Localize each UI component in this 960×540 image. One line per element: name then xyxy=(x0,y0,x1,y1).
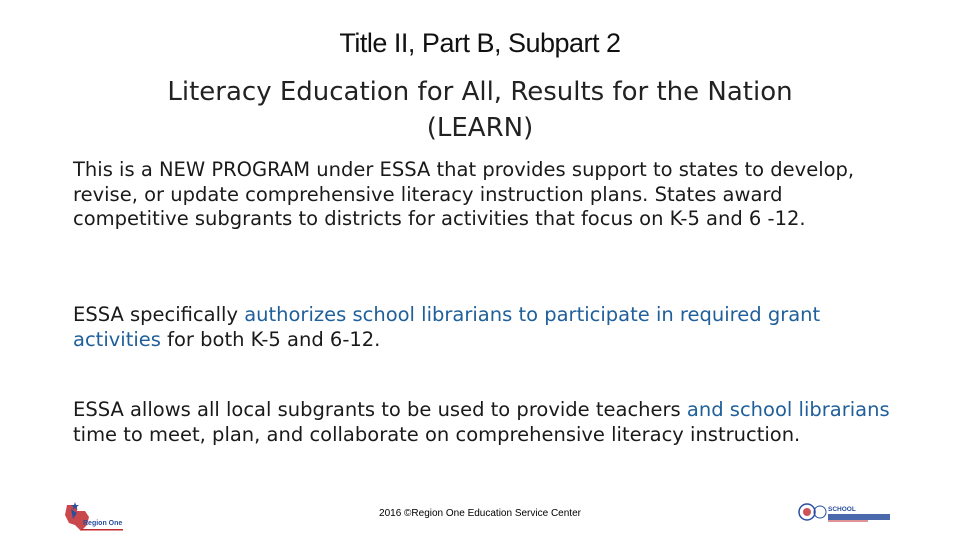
subtitle-line-1: Literacy Education for All, Results for the Nation xyxy=(167,77,793,107)
paragraph-librarians-authorized xyxy=(73,303,903,352)
school-logo xyxy=(798,500,894,524)
paragraph-2-before: ESSA specifically xyxy=(73,303,245,326)
slide-subtitle xyxy=(100,74,860,146)
school-logo-text: SCHOOL xyxy=(828,506,856,513)
slide-title: Title II, Part B, Subpart 2 xyxy=(339,28,621,58)
paragraph-3-before: ESSA allows all local subgrants to be used to provide teachers xyxy=(73,398,687,421)
paragraph-2-highlight: authorizes school librarians to participate in required grant activities xyxy=(73,303,821,351)
paragraph-3-after: time to meet, plan, and collaborate on comprehensive literacy instruction. xyxy=(73,422,801,446)
subtitle-line-2: (LEARN) xyxy=(426,113,534,143)
paragraph-2-after: for both K-5 and 6-12. xyxy=(160,327,381,351)
paragraph-3-highlight: and school librarians xyxy=(686,398,890,421)
region-one-logo-text: Region One xyxy=(83,520,123,527)
paragraph-subgrants xyxy=(73,398,903,447)
paragraph-program: This is a NEW PROGRAM under ESSA that provides support to states to develop, revise, or update comprehensive literacy instruction plans. States award competitive subgrants to districts for activities that focus on K-5 and 6 -12. xyxy=(73,158,855,230)
footer-copyright: 2016 ©Region One Education Service Center xyxy=(379,508,581,519)
